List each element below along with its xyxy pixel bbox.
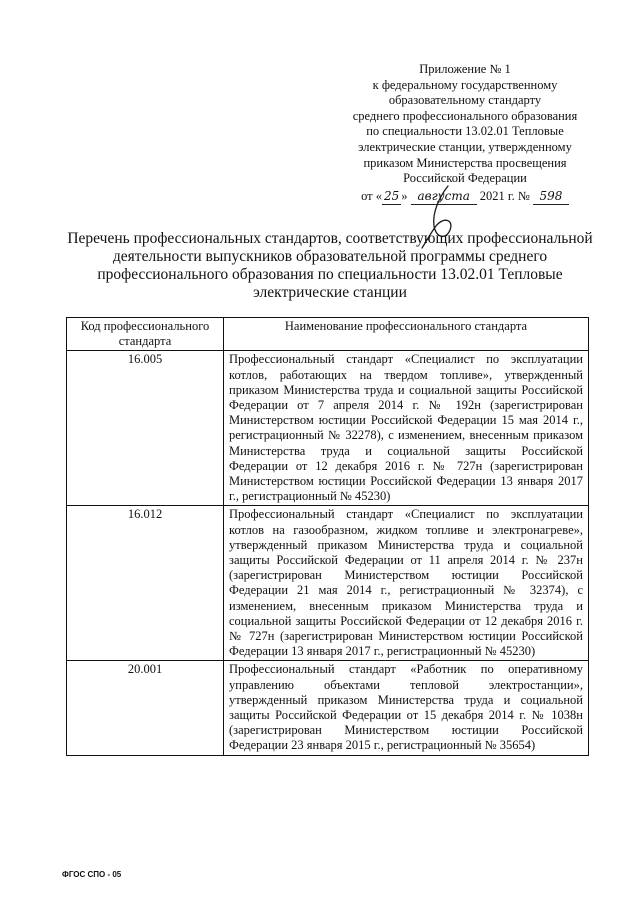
table-header-row: [67, 318, 589, 351]
annex-line: образовательному стандарту: [388, 93, 542, 108]
table-row: [67, 661, 589, 755]
date-year: 2021 г. №: [479, 188, 530, 203]
standard-code: 16.012: [67, 506, 224, 661]
date-mid: »: [401, 188, 408, 203]
standard-code: 16.005: [67, 351, 224, 506]
standard-description: Профессиональный стандарт «Специалист по эксплуатации котлов, работающих на твердом топливе», утвержденный приказом Министерства труда и социальной защиты Российской Федерации от 7 апреля 2014 г. № 192н (зарегистрирован Министерством юстиции Российской Федерации 15 мая 2014 г., регистрационный № 32278), с изменением, внесенным приказом Министерства труда и социальной защиты Российской Федерации от 12 декабря 2016 г. № 727н (зарегистрирован Министерством юстиции Российской Федерации 13 января 2017 г., регистрационный № 45230): [224, 351, 589, 506]
date-prefix: от «: [361, 188, 382, 203]
date-month: августа: [411, 189, 477, 206]
annex-line: по специальности 13.02.01 Тепловые: [366, 124, 564, 139]
standard-description: Профессиональный стандарт «Работник по оперативному управлению объектами тепловой электростанции», утвержденный приказом Министерства труда и социальной защиты Российской Федерации от 15 декабря 2014 г. № 1038н (зарегистрирован Министерством юстиции Российской Федерации 23 января 2015 г., регистрационный № 35654): [224, 661, 589, 755]
standards-table: [66, 317, 589, 756]
title-line: профессионального образования по специальности 13.02.01 Тепловые: [97, 266, 563, 283]
date-day: 25: [382, 189, 401, 206]
document-title: [60, 230, 600, 302]
annex-line: приказом Министерства просвещения: [363, 155, 567, 170]
standard-code: 20.001: [67, 661, 224, 755]
order-number: 598: [533, 189, 569, 206]
annex-line: среднего профессионального образования: [352, 108, 578, 123]
title-line: электрические станции: [253, 284, 407, 301]
standard-description: Профессиональный стандарт «Специалист по эксплуатации котлов на газообразном, жидком топливе и электронагреве», утвержденный приказом Министерства труда и социальной защиты Российской Федерации от 11 апреля 2014 г. № 237н (зарегистрирован Министерством юстиции Российской Федерации 21 мая 2014 г., регистрационный № 32374), с изменением, внесенным приказом Министерства труда и социальной защиты Российской Федерации от 12 декабря 2016 г. № 727н (зарегистрирован Министерством юстиции Российской Федерации 13 января 2017 г., регистрационный № 45230): [224, 506, 589, 661]
annex-line: электрические станции, утвержденному: [358, 139, 572, 154]
header-name: Наименование профессионального стандарта: [224, 318, 589, 351]
title-line: деятельности выпускников образовательной программы среднего: [112, 248, 548, 265]
table-row: [67, 506, 589, 661]
footer-label: ФГОС СПО - 05: [62, 870, 122, 879]
annex-line: Российской Федерации: [403, 171, 527, 186]
table-row: [67, 351, 589, 506]
title-line: Перечень профессиональных стандартов, соответствующих профессиональной: [67, 230, 593, 247]
annex-line: Приложение № 1: [419, 62, 511, 76]
annex-line: к федеральному государственному: [372, 77, 558, 92]
header-code: Код профессионального стандарта: [67, 318, 224, 351]
